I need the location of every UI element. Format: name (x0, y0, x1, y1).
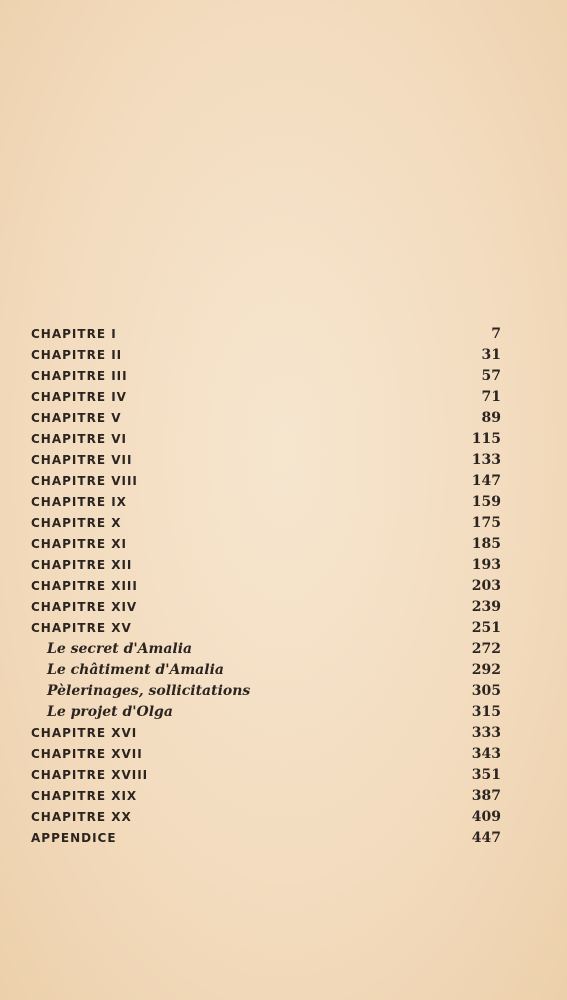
toc-chapter-title: CHAPITRE XX (31, 810, 132, 824)
toc-page-number: 133 (471, 452, 501, 468)
toc-page-number: 251 (471, 620, 501, 636)
toc-chapter-title: CHAPITRE XVII (31, 747, 143, 761)
toc-page-number: 333 (471, 725, 501, 741)
toc-entry (31, 807, 501, 828)
toc-entry (31, 345, 501, 366)
toc-chapter-title: CHAPITRE XIII (31, 579, 138, 593)
toc-entry (31, 324, 501, 345)
toc-entry (31, 702, 501, 723)
toc-chapter-title: CHAPITRE XIX (31, 789, 138, 803)
toc-entry (31, 408, 501, 429)
toc-page-number: 147 (471, 473, 501, 489)
toc-entry (31, 513, 501, 534)
toc-entry (31, 639, 501, 660)
toc-entry (31, 576, 501, 597)
toc-chapter-title: CHAPITRE I (31, 327, 117, 341)
toc-entry (31, 450, 501, 471)
toc-page-number: 272 (471, 641, 501, 657)
table-of-contents (31, 324, 501, 849)
toc-chapter-title: CHAPITRE VII (31, 453, 133, 467)
toc-chapter-title: CHAPITRE XVIII (31, 768, 149, 782)
toc-entry (31, 492, 501, 513)
toc-page-number: 175 (471, 515, 501, 531)
toc-entry (31, 681, 501, 702)
toc-entry (31, 597, 501, 618)
toc-chapter-title: CHAPITRE XVI (31, 726, 138, 740)
toc-page-number: 305 (471, 683, 501, 699)
toc-page-number: 387 (471, 788, 501, 804)
toc-entry (31, 660, 501, 681)
toc-entry (31, 471, 501, 492)
toc-page-number: 31 (481, 347, 501, 363)
toc-entry (31, 366, 501, 387)
toc-page-number: 343 (471, 746, 501, 762)
toc-chapter-title: CHAPITRE XI (31, 537, 127, 551)
toc-page-number: 239 (471, 599, 501, 615)
toc-chapter-title: CHAPITRE IV (31, 390, 127, 404)
toc-entry (31, 618, 501, 639)
toc-page-number: 203 (471, 578, 501, 594)
toc-chapter-title: CHAPITRE V (31, 411, 122, 425)
toc-page-number: 409 (471, 809, 501, 825)
toc-chapter-title: APPENDICE (31, 831, 117, 845)
toc-section-title: Le projet d'Olga (47, 704, 173, 720)
toc-page-number: 159 (471, 494, 501, 510)
toc-entry (31, 744, 501, 765)
toc-chapter-title: CHAPITRE XV (31, 621, 132, 635)
toc-chapter-title: CHAPITRE VI (31, 432, 127, 446)
toc-page-number: 89 (481, 410, 501, 426)
toc-entry (31, 387, 501, 408)
toc-page-number: 7 (491, 326, 501, 342)
toc-entry (31, 786, 501, 807)
toc-entry (31, 765, 501, 786)
toc-page-number: 315 (471, 704, 501, 720)
toc-chapter-title: CHAPITRE XIV (31, 600, 138, 614)
toc-chapter-title: CHAPITRE IX (31, 495, 127, 509)
toc-entry (31, 828, 501, 849)
toc-entry (31, 723, 501, 744)
toc-page-number: 193 (471, 557, 501, 573)
toc-page-number: 57 (481, 368, 501, 384)
toc-chapter-title: CHAPITRE XII (31, 558, 133, 572)
toc-entry (31, 555, 501, 576)
toc-page-number: 447 (471, 830, 501, 846)
toc-section-title: Le châtiment d'Amalia (47, 662, 224, 678)
toc-entry (31, 534, 501, 555)
toc-chapter-title: CHAPITRE VIII (31, 474, 138, 488)
toc-page-number: 351 (471, 767, 501, 783)
toc-section-title: Pèlerinages, sollicitations (47, 683, 251, 699)
toc-page-number: 71 (481, 389, 501, 405)
toc-page-number: 185 (471, 536, 501, 552)
toc-chapter-title: CHAPITRE II (31, 348, 123, 362)
toc-section-title: Le secret d'Amalia (47, 641, 193, 657)
toc-chapter-title: CHAPITRE X (31, 516, 122, 530)
toc-page-number: 292 (471, 662, 501, 678)
toc-page-number: 115 (471, 431, 501, 447)
toc-entry (31, 429, 501, 450)
toc-chapter-title: CHAPITRE III (31, 369, 128, 383)
